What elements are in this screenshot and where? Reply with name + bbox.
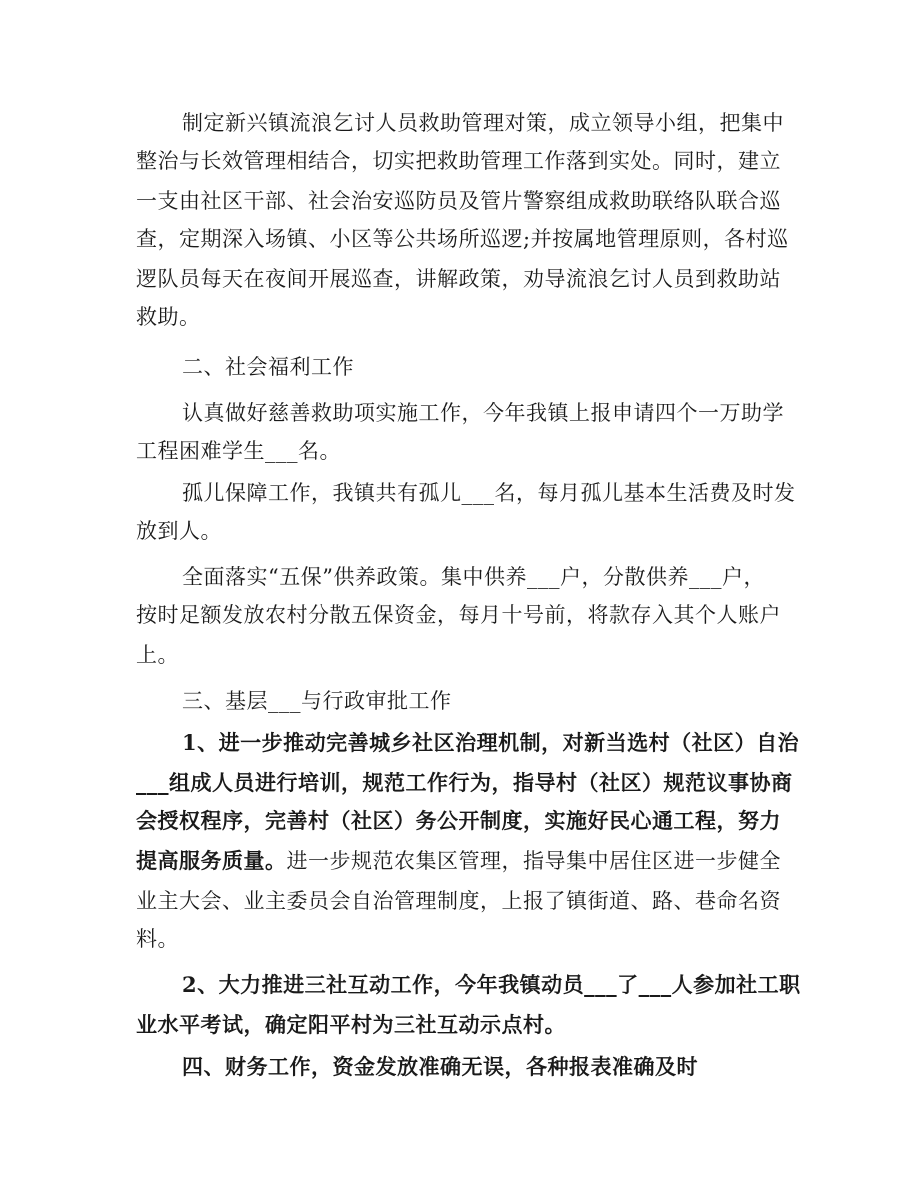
paragraph-line: 救助。 — [136, 305, 201, 329]
paragraph-line: 上。 — [136, 643, 179, 667]
paragraph-line-bold: 会授权程序，完善村（社区）务公开制度，实施好民心通工程，努力 — [136, 808, 781, 833]
paragraph-line-bold: ___组成人员进行培训，规范工作行为，指导村（社区）规范议事协商 — [136, 770, 793, 795]
paragraph-line: 全面落实“五保”供养政策。集中供养___户，分散供养___户， — [182, 565, 765, 589]
paragraph-line: 制定新兴镇流浪乞讨人员救助管理对策，成立领导小组，把集中 — [182, 111, 784, 135]
paragraph-line: 料。 — [136, 927, 179, 951]
paragraph-line: 一支由社区干部、社会治安巡防员及管片警察组成救助联络队联合巡 — [136, 189, 781, 213]
paragraph-line-bold: 2、大力推进三社互动工作，今年我镇动员___了___人参加社工职 — [182, 972, 801, 997]
paragraph-line: 放到人。 — [136, 519, 222, 543]
paragraph-line: 按时足额发放农村分散五保资金，每月十号前，将款存入其个人账户 — [136, 603, 781, 627]
paragraph-line-bold: 1、进一步推动完善城乡社区治理机制，对新当选村（社区）自治 — [182, 730, 800, 755]
regular-phrase: 进一步规范农集区管理，指导集中居住区进一步健全 — [286, 849, 781, 873]
section-heading: 三、基层___与行政审批工作 — [182, 689, 452, 713]
paragraph-line-mixed — [136, 846, 781, 876]
paragraph-line: 认真做好慈善救助项实施工作，今年我镇上报申请四个一万助学 — [182, 401, 784, 425]
paragraph-line: 整治与长效管理相结合，切实把救助管理工作落到实处。同时，建立 — [136, 149, 781, 173]
paragraph-line: 查，定期深入场镇、小区等公共场所巡逻;并按属地管理原则，各村巡 — [136, 227, 789, 251]
paragraph-line: 孤儿保障工作，我镇共有孤儿___名，每月孤儿基本生活费及时发 — [182, 481, 796, 505]
paragraph-line: 工程困难学生___名。 — [136, 439, 341, 463]
section-heading: 二、社会福利工作 — [182, 355, 354, 379]
paragraph-line-bold: 业水平考试，确定阳平村为三社互动示点村。 — [136, 1012, 566, 1037]
section-heading-bold: 四、财务工作，资金发放准确无误，各种报表准确及时 — [182, 1054, 698, 1079]
bold-phrase: 提高服务质量。 — [136, 848, 287, 873]
paragraph-line: 逻队员每天在夜间开展巡查，讲解政策，劝导流浪乞讨人员到救助站 — [136, 267, 781, 291]
paragraph-line: 业主大会、业主委员会自治管理制度，上报了镇街道、路、巷命名资 — [136, 889, 781, 913]
